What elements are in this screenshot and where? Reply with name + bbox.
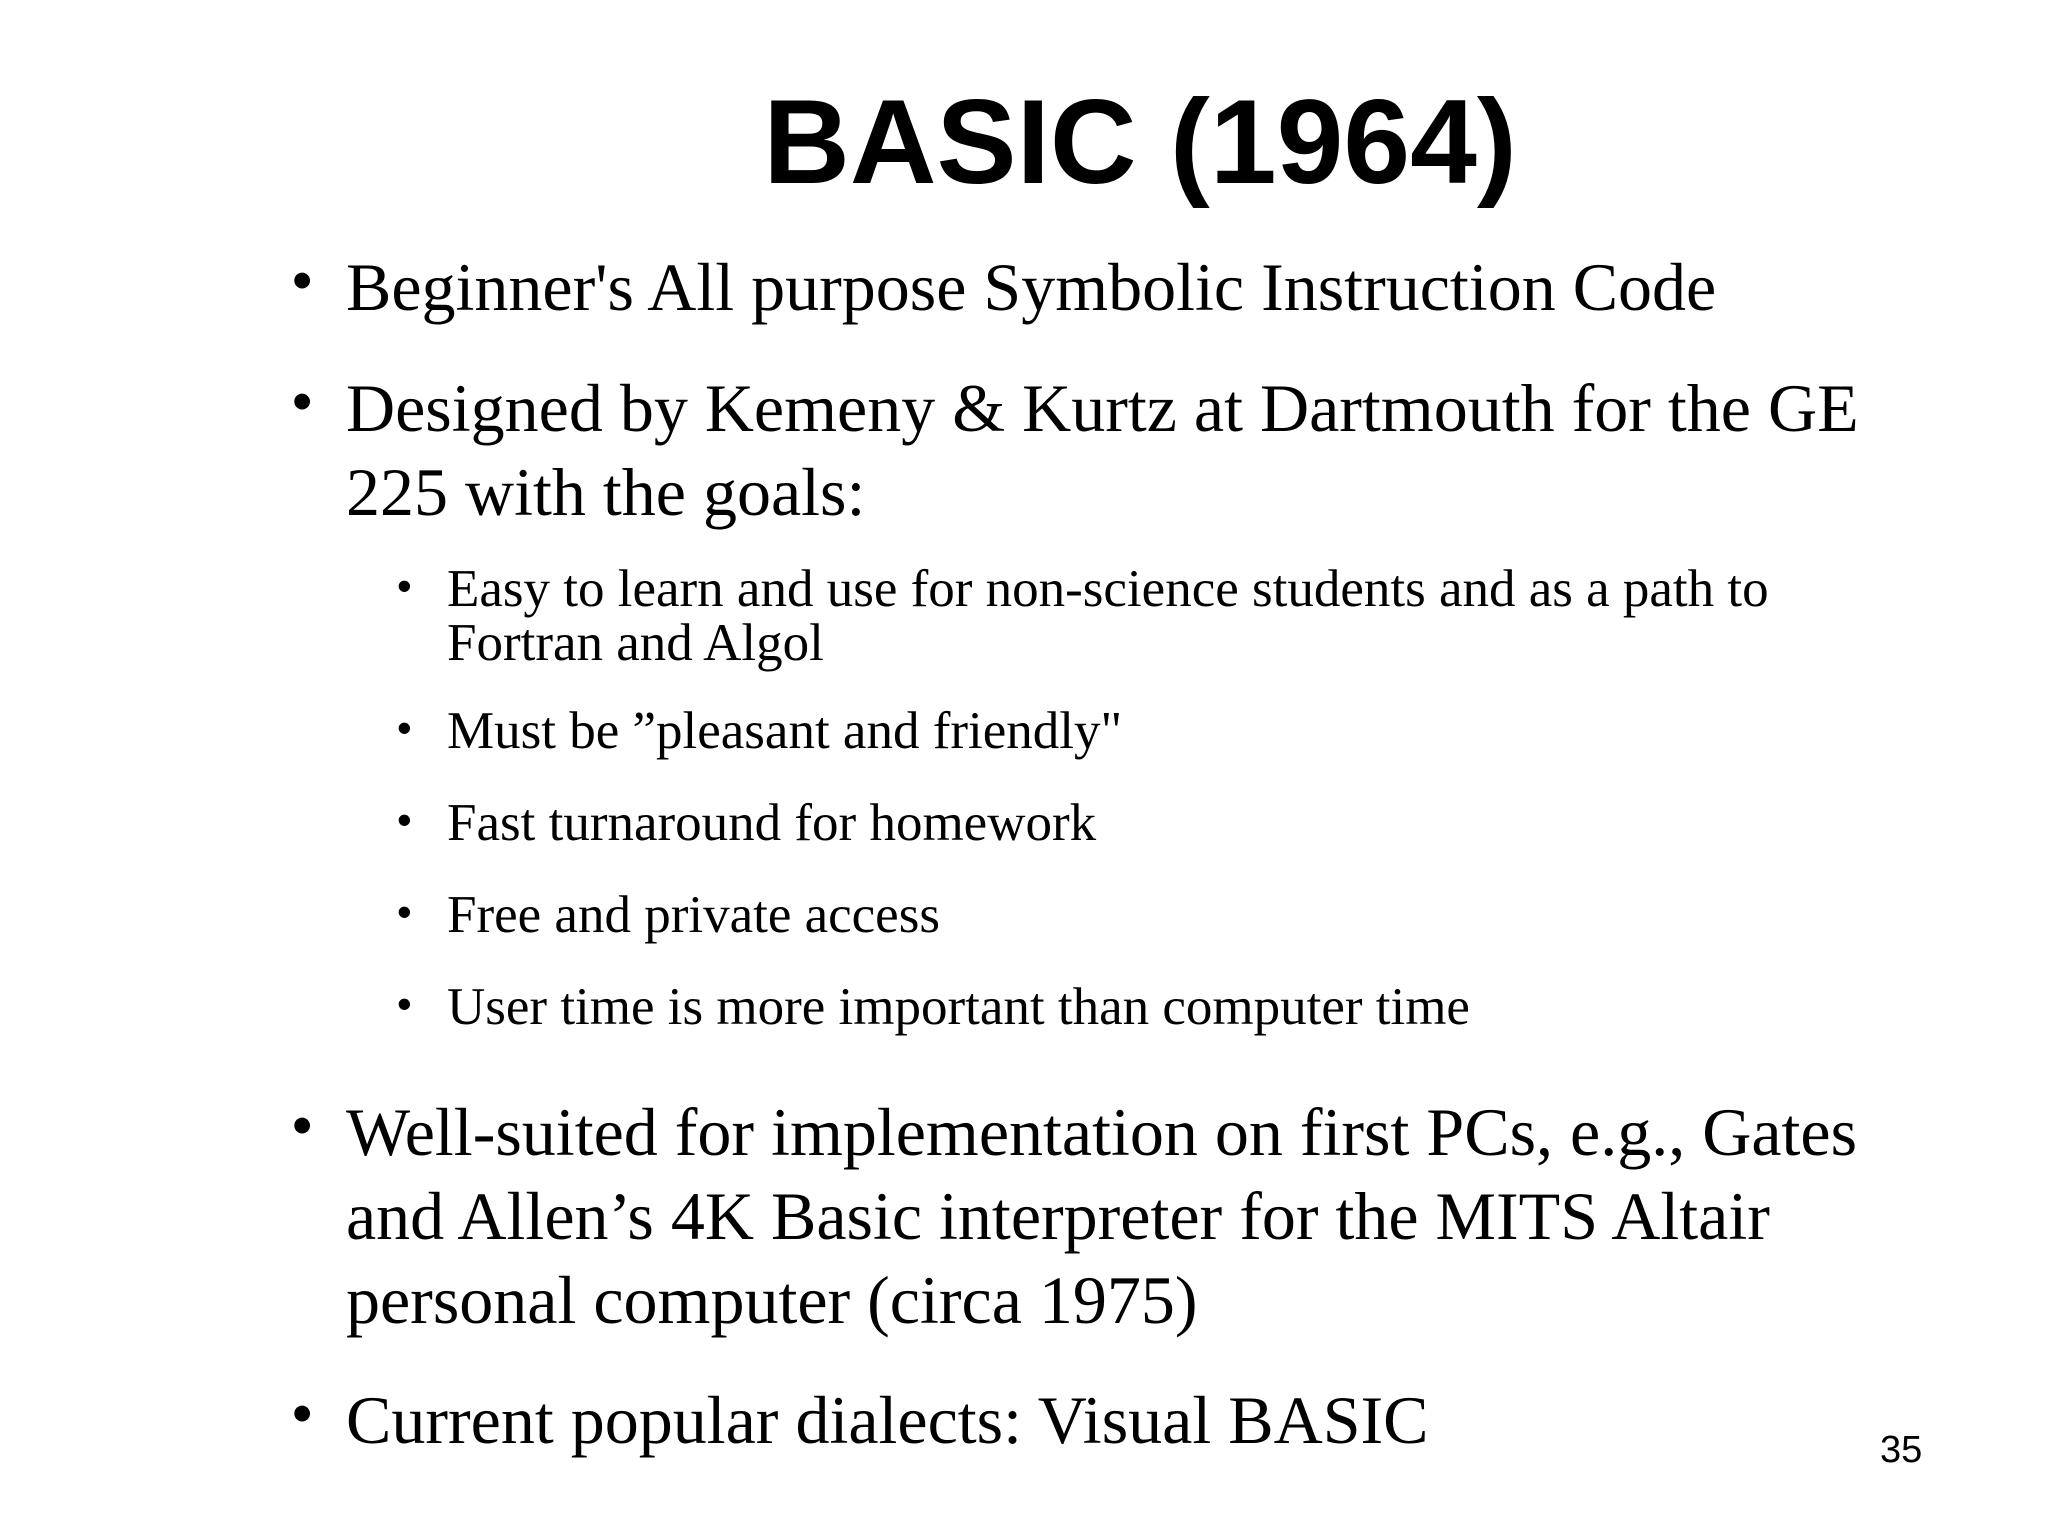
bullet-dot-icon: • bbox=[397, 562, 412, 609]
bullet-item bbox=[292, 245, 1906, 329]
bullet-text: Beginner's All purpose Symbolic Instruction Code bbox=[346, 249, 1717, 325]
bullet-text: Current popular dialects: Visual BASIC bbox=[346, 1382, 1429, 1458]
sub-bullet-text: Free and private access bbox=[447, 886, 940, 944]
sub-bullet-item bbox=[397, 978, 1907, 1036]
bullet-dot-icon: • bbox=[397, 796, 412, 843]
sub-bullet-item bbox=[397, 702, 1907, 760]
sub-bullet-item bbox=[397, 560, 1907, 672]
bullet-dot-icon: • bbox=[292, 369, 313, 434]
bullet-dot-icon: • bbox=[292, 248, 313, 313]
sub-bullet-text: Easy to learn and use for non-science students and as a path to Fortran and Algol bbox=[447, 560, 1769, 672]
sub-bullet-text: User time is more important than computer time bbox=[447, 978, 1470, 1036]
bullet-text: Well-suited for implementation on first PCs, e.g., Gates and Allen’s 4K Basic interpreter for the MITS Altair personal computer (circa 1975) bbox=[346, 1094, 1858, 1338]
bullet-dot-icon: • bbox=[292, 1381, 313, 1446]
bullet-text: Designed by Kemeny & Kurtz at Dartmouth for the GE 225 with the goals: bbox=[346, 370, 1859, 530]
bullet-dot-icon: • bbox=[397, 704, 412, 751]
page-number: 35 bbox=[1880, 1429, 1923, 1471]
sub-bullet-text: Must be ”pleasant and friendly" bbox=[447, 702, 1123, 760]
slide-title-text: BASIC (1964) bbox=[763, 75, 1517, 209]
sub-bullet-text: Fast turnaround for homework bbox=[447, 794, 1097, 852]
bullet-dot-icon: • bbox=[292, 1093, 313, 1158]
bullet-dot-icon: • bbox=[397, 980, 412, 1027]
sub-bullet-item bbox=[397, 886, 1907, 944]
bullet-item bbox=[292, 366, 1916, 534]
bullet-item bbox=[292, 1378, 1906, 1462]
sub-bullet-item bbox=[397, 794, 1907, 852]
bullet-item bbox=[292, 1090, 1906, 1342]
bullet-dot-icon: • bbox=[397, 888, 412, 935]
